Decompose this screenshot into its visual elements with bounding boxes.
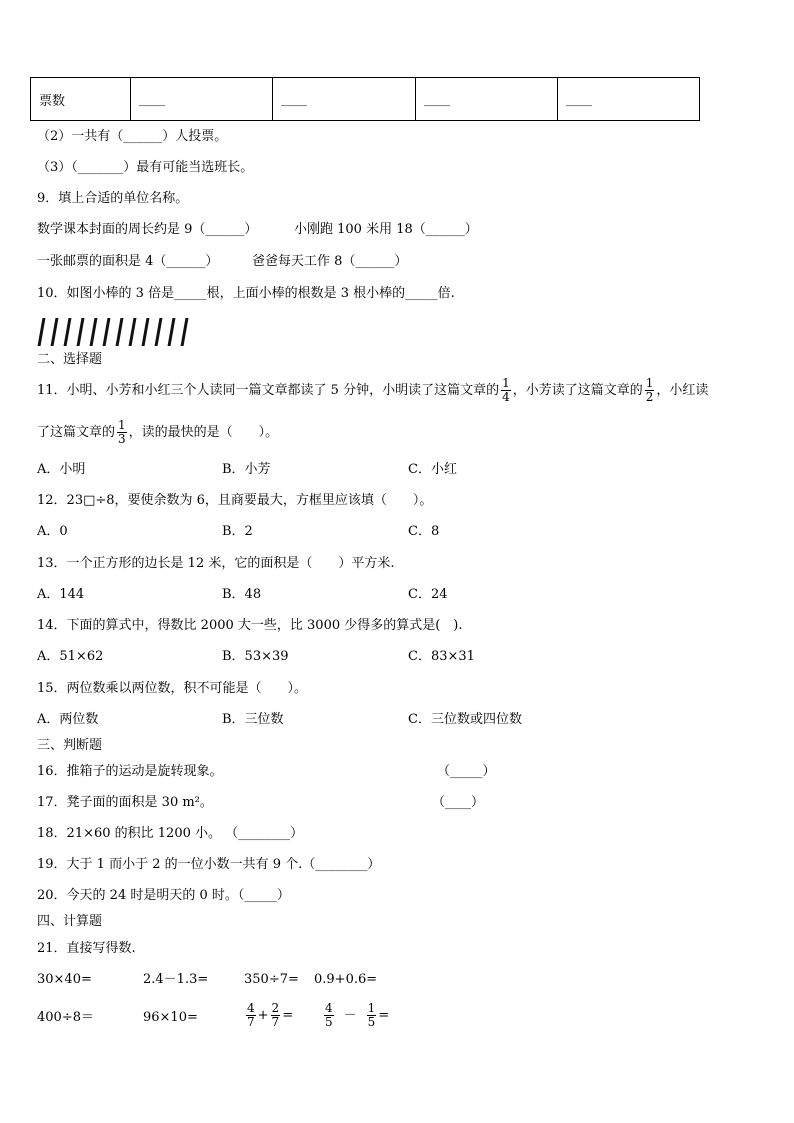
table-row	[31, 78, 700, 121]
q11-option-c[interactable]: C．小红	[408, 462, 457, 477]
stick	[77, 318, 85, 346]
q16-text: 16．推箱子的运动是旋转现象。	[37, 764, 223, 779]
stick	[116, 318, 124, 346]
operator: －	[343, 1008, 357, 1023]
frac	[324, 1002, 334, 1029]
stick	[181, 318, 189, 346]
vote-cell[interactable]: ____	[273, 78, 416, 121]
q11-text-d: 了这篇文章的	[37, 425, 116, 440]
stick	[142, 318, 150, 346]
q15-text: 15．两位数乘以两位数，积不可能是（ ）。	[37, 681, 308, 696]
q13-option-c[interactable]: C．24	[408, 587, 448, 602]
frac-num: 4	[325, 1001, 333, 1015]
q11-text-e: ，读的最快的是（ ）。	[128, 425, 279, 440]
q13-text: 13．一个正方形的边长是 12 米，它的面积是（ ）平方米.	[37, 556, 395, 571]
frac-den: 7	[247, 1015, 255, 1029]
q9-b: 小刚跑 100 米用 18（______）	[294, 222, 478, 237]
vote-cell[interactable]: ____	[131, 78, 273, 121]
section-judge: 三、判断题	[37, 738, 103, 753]
fraction-1-4	[501, 377, 511, 404]
q14-option-c[interactable]: C．83×31	[408, 649, 475, 664]
vote-cell[interactable]: ____	[558, 78, 700, 121]
frac-num: 1	[502, 376, 510, 390]
stick	[64, 318, 72, 346]
fraction-1-2	[645, 377, 655, 404]
vote-cell[interactable]: ____	[416, 78, 558, 121]
q12-text: 12．23□÷8，要使余数为 6，且商要最大，方框里应该填（ ）。	[37, 493, 433, 508]
q11-text-a: 11．小明、小芳和小红三个人读同一篇文章都读了 5 分钟，小明读了这篇文章的	[37, 383, 500, 398]
calc-item: 0.9+0.6=	[314, 972, 378, 987]
q11-line2	[37, 418, 278, 448]
q10-text: 10．如图小棒的 3 倍是_____根，上面小棒的根数是 3 根小棒的_____倍.	[37, 286, 455, 301]
stick	[155, 318, 163, 346]
frac	[271, 1002, 281, 1029]
calc-item: 2.4－1.3=	[143, 972, 209, 987]
q11-text-b: ，小芳读了这篇文章的	[512, 383, 643, 398]
frac-num: 2	[271, 1001, 280, 1015]
calc-fraction-diff	[322, 1000, 389, 1032]
q15-option-a[interactable]: A．两位数	[37, 712, 99, 727]
calc-item: 30×40=	[37, 972, 92, 987]
q15-option-c[interactable]: C．三位数或四位数	[408, 712, 522, 727]
stick	[103, 318, 111, 346]
q20-text: 20．今天的 24 时是明天的 0 时。（_____）	[37, 888, 290, 903]
q14-text: 14．下面的算式中，得数比 2000 大一些，比 3000 少得多的算式是( ).	[37, 618, 463, 633]
equals: =	[282, 1008, 294, 1023]
frac-den: 2	[645, 390, 654, 404]
q8-part2: （2）一共有（______）人投票。	[37, 129, 228, 144]
q14-option-a[interactable]: A．51×62	[37, 649, 104, 664]
frac	[246, 1002, 256, 1029]
q17-text: 17．凳子面的面积是 30 m²。	[37, 795, 213, 810]
equals: =	[378, 1008, 390, 1023]
stick	[90, 318, 98, 346]
q9-c: 一张邮票的面积是 4（______）	[37, 254, 219, 269]
stick	[168, 318, 176, 346]
calc-item: 350÷7=	[244, 972, 299, 987]
frac-den: 7	[271, 1015, 280, 1029]
frac-num: 1	[118, 418, 126, 432]
calc-item: 96×10=	[143, 1010, 198, 1025]
stick	[129, 318, 137, 346]
frac-den: 3	[118, 432, 126, 446]
frac-den: 5	[325, 1015, 333, 1029]
q12-option-b[interactable]: B．2	[222, 524, 253, 539]
q17-blank[interactable]: （____）	[432, 795, 485, 810]
frac-num: 1	[367, 1001, 376, 1015]
frac-num: 4	[247, 1001, 255, 1015]
q11-option-b[interactable]: B．小芳	[222, 462, 271, 477]
q15-option-b[interactable]: B．三位数	[222, 712, 284, 727]
q11-text-c: ，小红读	[656, 383, 709, 398]
section-choice: 二、选择题	[37, 352, 103, 367]
q13-option-a[interactable]: A．144	[37, 587, 85, 602]
frac-den: 4	[502, 390, 510, 404]
q9-title: 9．填上合适的单位名称。	[37, 191, 189, 206]
row-label: 票数	[31, 78, 131, 121]
q21-title: 21．直接写得数.	[37, 941, 136, 956]
frac-den: 5	[367, 1015, 376, 1029]
q18-text: 18．21×60 的积比 1200 小。 （________）	[37, 826, 304, 841]
q9-a: 数学课本封面的周长约是 9（______）	[37, 222, 258, 237]
calc-fraction-sum	[244, 1000, 293, 1032]
q9-d: 爸爸每天工作 8（______）	[252, 254, 408, 269]
fraction-1-3	[117, 419, 127, 446]
q12-option-a[interactable]: A．0	[37, 524, 68, 539]
q19-text: 19．大于 1 而小于 2 的一位小数一共有 9 个.（________）	[37, 857, 381, 872]
stick	[51, 318, 59, 346]
section-calc: 四、计算题	[37, 914, 103, 929]
vote-table	[30, 77, 700, 121]
calc-item: 400÷8＝	[37, 1010, 94, 1025]
q12-option-c[interactable]: C．8	[408, 524, 440, 539]
frac-num: 1	[645, 376, 654, 390]
q16-blank[interactable]: （_____）	[437, 764, 496, 779]
operator: +	[257, 1008, 269, 1023]
q11-line1	[37, 376, 708, 406]
q11-option-a[interactable]: A．小明	[37, 462, 86, 477]
frac	[367, 1002, 377, 1029]
stick	[38, 318, 46, 346]
q8-part3: （3）（_______）最有可能当选班长。	[37, 160, 254, 175]
q14-option-b[interactable]: B．53×39	[222, 649, 289, 664]
q13-option-b[interactable]: B．48	[222, 587, 262, 602]
